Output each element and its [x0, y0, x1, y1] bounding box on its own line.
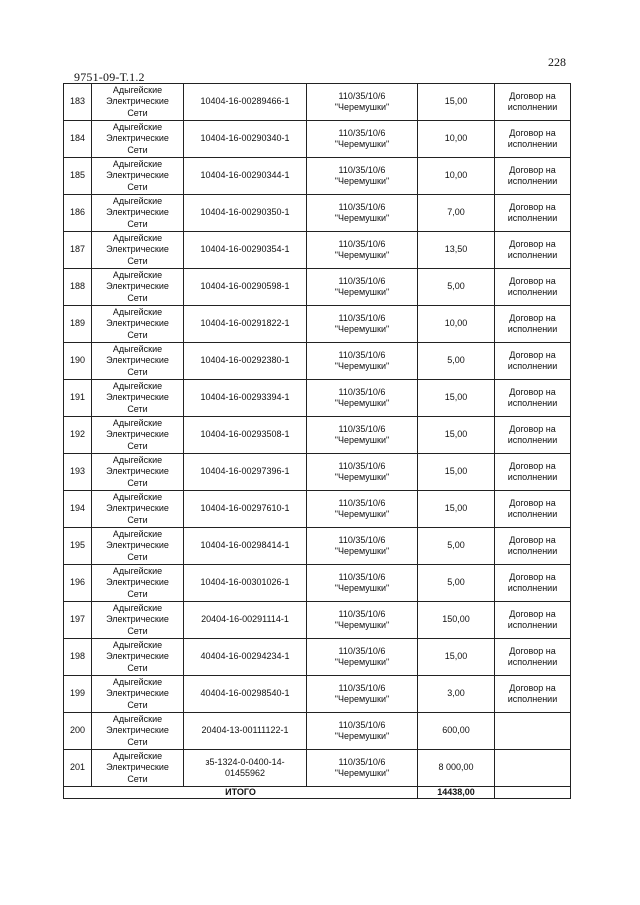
substation-cell [307, 343, 418, 380]
substation-cell [307, 306, 418, 343]
cell-line: Адыгейские [112, 269, 163, 280]
row-number-cell: 189 [64, 306, 92, 343]
cell-line: Адыгейские [112, 232, 163, 243]
cell-line: Адыгейские [112, 158, 163, 169]
substation-cell [307, 269, 418, 306]
cell-line: исполнении [507, 620, 558, 630]
contract-status-cell [495, 195, 571, 232]
cell-line: Договор на [509, 534, 556, 545]
row-number-cell: 195 [64, 528, 92, 565]
cell-line: Сети [127, 440, 148, 451]
table-row [64, 121, 571, 158]
power-value-cell: 15,00 [418, 639, 495, 676]
cell-line: исполнении [507, 324, 558, 334]
cell-line: 110/35/10/6 [338, 275, 386, 286]
cell-line: Договор на [509, 349, 556, 360]
cell-line: исполнении [507, 213, 558, 223]
power-value-cell: 10,00 [418, 121, 495, 158]
substation-cell [307, 750, 418, 787]
cell-line: "Черемушки" [334, 361, 390, 371]
row-number-cell: 191 [64, 380, 92, 417]
row-number-cell: 185 [64, 158, 92, 195]
row-number-cell: 193 [64, 454, 92, 491]
cell-line: 01455962 [224, 768, 266, 778]
cell-line: 110/35/10/6 [338, 719, 386, 730]
cell-line: Сети [127, 218, 148, 229]
table-row [64, 639, 571, 676]
cell-line: Сети [127, 477, 148, 488]
cell-line: 110/35/10/6 [338, 201, 386, 212]
cell-line: 110/35/10/6 [338, 682, 386, 693]
cell-line: Электрические [106, 688, 169, 699]
power-value-cell: 600,00 [418, 713, 495, 750]
cell-line: з5-1324-0-0400-14- [205, 756, 285, 767]
cell-line: 110/35/10/6 [338, 127, 386, 138]
organization-cell [92, 121, 184, 158]
table-row [64, 158, 571, 195]
cell-line: 110/35/10/6 [338, 386, 386, 397]
cell-line: исполнении [507, 102, 558, 112]
cell-line: Электрические [106, 355, 169, 366]
cell-line: Электрические [106, 207, 169, 218]
cell-line: Сети [127, 551, 148, 562]
cell-line: Договор на [509, 312, 556, 323]
organization-cell [92, 195, 184, 232]
cell-line: Электрические [106, 762, 169, 773]
substation-cell [307, 639, 418, 676]
contract-code-cell: 40404-16-00298540-1 [184, 676, 307, 713]
organization-cell [92, 343, 184, 380]
cell-line: исполнении [507, 361, 558, 371]
power-value-cell: 10,00 [418, 306, 495, 343]
contract-status-cell [495, 676, 571, 713]
contract-status-cell [495, 380, 571, 417]
power-value-cell: 5,00 [418, 528, 495, 565]
cell-line: Электрические [106, 244, 169, 255]
cell-line: Электрические [106, 392, 169, 403]
total-row [64, 787, 571, 799]
cell-line: Договор на [509, 275, 556, 286]
cell-line: Договор на [509, 682, 556, 693]
contract-code-cell: 10404-16-00301026-1 [184, 565, 307, 602]
table-row [64, 417, 571, 454]
cell-line: Электрические [106, 133, 169, 144]
row-number-cell: 186 [64, 195, 92, 232]
substation-cell [307, 84, 418, 121]
cell-line: Электрические [106, 466, 169, 477]
table-row [64, 269, 571, 306]
cell-line: Адыгейские [112, 528, 163, 539]
organization-cell [92, 232, 184, 269]
cell-line: исполнении [507, 509, 558, 519]
power-value-cell: 15,00 [418, 84, 495, 121]
cell-line: "Черемушки" [334, 546, 390, 556]
cell-line: Электрические [106, 540, 169, 551]
substation-cell [307, 417, 418, 454]
cell-line: Договор на [509, 238, 556, 249]
cell-line: Договор на [509, 201, 556, 212]
cell-line: "Черемушки" [334, 176, 390, 186]
row-number-cell: 188 [64, 269, 92, 306]
cell-line: Договор на [509, 608, 556, 619]
cell-line: Адыгейские [112, 602, 163, 613]
table-row [64, 380, 571, 417]
cell-line: Электрические [106, 725, 169, 736]
cell-line: Адыгейские [112, 195, 163, 206]
contract-status-cell [495, 84, 571, 121]
contract-status-cell [495, 602, 571, 639]
contract-status-cell [495, 639, 571, 676]
contract-status-cell [495, 269, 571, 306]
table-row [64, 343, 571, 380]
cell-line: исполнении [507, 546, 558, 556]
cell-line: "Черемушки" [334, 731, 390, 741]
power-value-cell: 5,00 [418, 343, 495, 380]
cell-line: Договор на [509, 164, 556, 175]
register-table [63, 83, 571, 799]
cell-line: исполнении [507, 657, 558, 667]
substation-cell [307, 454, 418, 491]
contract-status-cell [495, 343, 571, 380]
row-number-cell: 201 [64, 750, 92, 787]
cell-line: 110/35/10/6 [338, 497, 386, 508]
cell-line: "Черемушки" [334, 768, 390, 778]
organization-cell [92, 528, 184, 565]
power-value-cell: 7,00 [418, 195, 495, 232]
cell-line: исполнении [507, 583, 558, 593]
power-value-cell: 3,00 [418, 676, 495, 713]
cell-line: Сети [127, 292, 148, 303]
power-value-cell: 8 000,00 [418, 750, 495, 787]
contract-code-cell: 10404-16-00290340-1 [184, 121, 307, 158]
document-code: 9751-09-Т.1.2 [74, 70, 145, 84]
contract-status-cell [495, 454, 571, 491]
page-number: 228 [548, 55, 566, 69]
contract-status-cell [495, 528, 571, 565]
cell-line: Сети [127, 736, 148, 747]
contract-code-cell: 10404-16-00290354-1 [184, 232, 307, 269]
row-number-cell: 183 [64, 84, 92, 121]
row-number-cell: 197 [64, 602, 92, 639]
substation-cell [307, 158, 418, 195]
cell-line: Сети [127, 144, 148, 155]
cell-line: Сети [127, 773, 148, 784]
cell-line: исполнении [507, 176, 558, 186]
power-value-cell: 15,00 [418, 454, 495, 491]
cell-line: Электрические [106, 651, 169, 662]
power-value-cell: 13,50 [418, 232, 495, 269]
cell-line: "Черемушки" [334, 287, 390, 297]
power-value-cell: 5,00 [418, 565, 495, 602]
table-row [64, 565, 571, 602]
contract-code-cell: 10404-16-00290350-1 [184, 195, 307, 232]
power-value-cell: 15,00 [418, 417, 495, 454]
cell-line: Сети [127, 181, 148, 192]
substation-cell [307, 676, 418, 713]
cell-line: Электрические [106, 503, 169, 514]
cell-line: Адыгейские [112, 639, 163, 650]
cell-line: "Черемушки" [334, 213, 390, 223]
cell-line: Электрические [106, 170, 169, 181]
row-number-cell: 198 [64, 639, 92, 676]
cell-line: Сети [127, 662, 148, 673]
table-row [64, 713, 571, 750]
cell-line: Адыгейские [112, 380, 163, 391]
cell-line: Сети [127, 403, 148, 414]
cell-line: Договор на [509, 571, 556, 582]
contract-code-cell: 10404-16-00289466-1 [184, 84, 307, 121]
substation-cell [307, 232, 418, 269]
cell-line: "Черемушки" [334, 139, 390, 149]
cell-line: Адыгейские [112, 565, 163, 576]
table-row [64, 750, 571, 787]
cell-line: "Черемушки" [334, 435, 390, 445]
cell-line: Договор на [509, 386, 556, 397]
cell-line: Адыгейские [112, 676, 163, 687]
table-row [64, 676, 571, 713]
contract-status-cell [495, 417, 571, 454]
cell-line: Сети [127, 588, 148, 599]
row-number-cell: 199 [64, 676, 92, 713]
contract-code-cell: 10404-16-00292380-1 [184, 343, 307, 380]
cell-line: Адыгейские [112, 417, 163, 428]
cell-line: Электрические [106, 614, 169, 625]
contract-code-cell [184, 750, 307, 787]
contract-code-cell: 10404-16-00298414-1 [184, 528, 307, 565]
substation-cell [307, 565, 418, 602]
cell-line: Договор на [509, 460, 556, 471]
table-row [64, 306, 571, 343]
organization-cell [92, 676, 184, 713]
organization-cell [92, 269, 184, 306]
cell-line: исполнении [507, 287, 558, 297]
contract-status-cell [495, 232, 571, 269]
cell-line: Адыгейские [112, 121, 163, 132]
contract-code-cell: 10404-16-00293508-1 [184, 417, 307, 454]
organization-cell [92, 380, 184, 417]
cell-line: Сети [127, 514, 148, 525]
cell-line: Сети [127, 625, 148, 636]
organization-cell [92, 491, 184, 528]
cell-line: Договор на [509, 90, 556, 101]
contract-code-cell: 10404-16-00291822-1 [184, 306, 307, 343]
organization-cell [92, 750, 184, 787]
table-row [64, 454, 571, 491]
table-row [64, 232, 571, 269]
row-number-cell: 194 [64, 491, 92, 528]
power-value-cell: 15,00 [418, 380, 495, 417]
table-row [64, 602, 571, 639]
cell-line: Договор на [509, 645, 556, 656]
substation-cell [307, 195, 418, 232]
organization-cell [92, 602, 184, 639]
cell-line: "Черемушки" [334, 657, 390, 667]
cell-line: 110/35/10/6 [338, 423, 386, 434]
cell-line: "Черемушки" [334, 250, 390, 260]
power-value-cell: 15,00 [418, 491, 495, 528]
substation-cell [307, 602, 418, 639]
table-row [64, 84, 571, 121]
cell-line: 110/35/10/6 [338, 460, 386, 471]
contract-code-cell: 10404-16-00290598-1 [184, 269, 307, 306]
cell-line: исполнении [507, 435, 558, 445]
contract-code-cell: 10404-16-00290344-1 [184, 158, 307, 195]
cell-line: 110/35/10/6 [338, 645, 386, 656]
cell-line: 110/35/10/6 [338, 90, 386, 101]
cell-line: Адыгейские [112, 306, 163, 317]
table-row [64, 195, 571, 232]
cell-line: исполнении [507, 694, 558, 704]
cell-line: 110/35/10/6 [338, 349, 386, 360]
contract-status-cell [495, 750, 571, 787]
cell-line: 110/35/10/6 [338, 608, 386, 619]
cell-line: "Черемушки" [334, 583, 390, 593]
register-table-body [64, 84, 571, 799]
contract-code-cell: 20404-16-00291114-1 [184, 602, 307, 639]
cell-line: Электрические [106, 281, 169, 292]
cell-line: 110/35/10/6 [338, 312, 386, 323]
cell-line: Адыгейские [112, 491, 163, 502]
contract-code-cell: 10404-16-00297396-1 [184, 454, 307, 491]
cell-line: Сети [127, 329, 148, 340]
substation-cell [307, 121, 418, 158]
organization-cell [92, 454, 184, 491]
cell-line: Электрические [106, 577, 169, 588]
row-number-cell: 187 [64, 232, 92, 269]
cell-line: "Черемушки" [334, 472, 390, 482]
cell-line: "Черемушки" [334, 620, 390, 630]
cell-line: исполнении [507, 398, 558, 408]
power-value-cell: 150,00 [418, 602, 495, 639]
contract-code-cell: 10404-16-00293394-1 [184, 380, 307, 417]
cell-line: Сети [127, 107, 148, 118]
cell-line: Сети [127, 699, 148, 710]
cell-line: 110/35/10/6 [338, 164, 386, 175]
cell-line: исполнении [507, 139, 558, 149]
total-empty-cell [495, 787, 571, 799]
substation-cell [307, 528, 418, 565]
contract-code-cell: 20404-13-00111122-1 [184, 713, 307, 750]
cell-line: 110/35/10/6 [338, 756, 386, 767]
table-row [64, 491, 571, 528]
row-number-cell: 200 [64, 713, 92, 750]
table-row [64, 528, 571, 565]
contract-status-cell [495, 491, 571, 528]
cell-line: "Черемушки" [334, 509, 390, 519]
cell-line: "Черемушки" [334, 398, 390, 408]
cell-line: "Черемушки" [334, 694, 390, 704]
contract-status-cell [495, 565, 571, 602]
substation-cell [307, 713, 418, 750]
cell-line: Сети [127, 366, 148, 377]
organization-cell [92, 158, 184, 195]
row-number-cell: 196 [64, 565, 92, 602]
contract-code-cell: 10404-16-00297610-1 [184, 491, 307, 528]
organization-cell [92, 639, 184, 676]
organization-cell [92, 565, 184, 602]
cell-line: исполнении [507, 250, 558, 260]
contract-status-cell [495, 306, 571, 343]
substation-cell [307, 491, 418, 528]
organization-cell [92, 713, 184, 750]
cell-line: Электрические [106, 429, 169, 440]
cell-line: "Черемушки" [334, 324, 390, 334]
total-label: ИТОГО [64, 787, 418, 799]
cell-line: Сети [127, 255, 148, 266]
cell-line: 110/35/10/6 [338, 534, 386, 545]
cell-line: Адыгейские [112, 343, 163, 354]
cell-line: Договор на [509, 127, 556, 138]
cell-line: исполнении [507, 472, 558, 482]
organization-cell [92, 84, 184, 121]
row-number-cell: 192 [64, 417, 92, 454]
row-number-cell: 190 [64, 343, 92, 380]
contract-code-cell: 40404-16-00294234-1 [184, 639, 307, 676]
substation-cell [307, 380, 418, 417]
cell-line: Адыгейские [112, 750, 163, 761]
cell-line: Электрические [106, 318, 169, 329]
cell-line: Договор на [509, 497, 556, 508]
cell-line: Адыгейские [112, 84, 163, 95]
contract-status-cell [495, 713, 571, 750]
cell-line: Адыгейские [112, 454, 163, 465]
cell-line: "Черемушки" [334, 102, 390, 112]
row-number-cell: 184 [64, 121, 92, 158]
contract-status-cell [495, 121, 571, 158]
cell-line: 110/35/10/6 [338, 238, 386, 249]
total-value: 14438,00 [418, 787, 495, 799]
cell-line: Договор на [509, 423, 556, 434]
organization-cell [92, 417, 184, 454]
power-value-cell: 10,00 [418, 158, 495, 195]
cell-line: Адыгейские [112, 713, 163, 724]
contract-status-cell [495, 158, 571, 195]
cell-line: 110/35/10/6 [338, 571, 386, 582]
cell-line: Электрические [106, 96, 169, 107]
organization-cell [92, 306, 184, 343]
power-value-cell: 5,00 [418, 269, 495, 306]
